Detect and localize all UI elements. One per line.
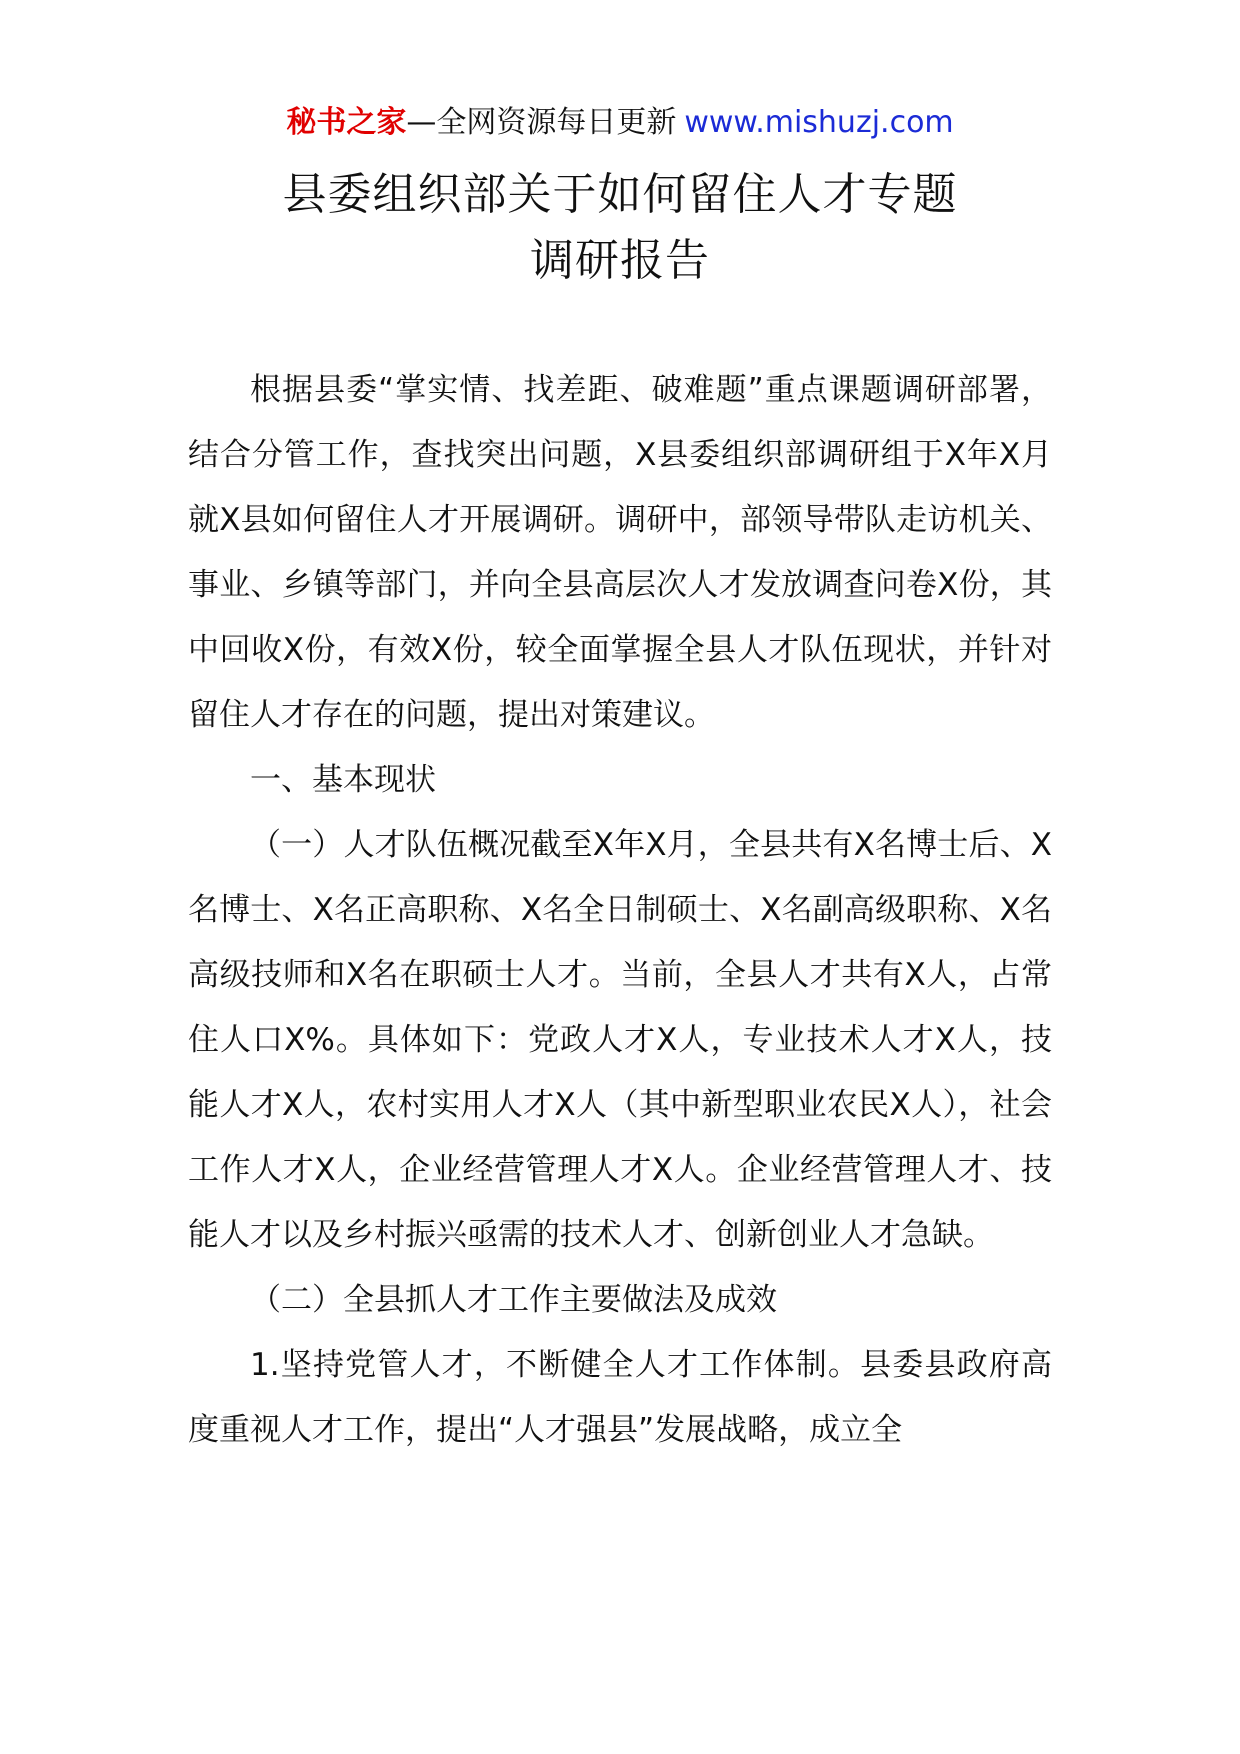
section-heading-1: 一、基本现状 <box>250 762 436 798</box>
paragraph-point-1: 1.坚持党管人才，不断健全人才工作体制。县委县政府高度重视人才工作，提出“人才强县”发展战略，成立全 <box>188 1347 1052 1448</box>
paragraph-talent-overview: （一）人才队伍概况截至X年X月，全县共有X名博士后、X名博士、X名正高职称、X名全日制硕士、X名副高级职称、X名高级技师和X名在职硕士人才。当前，全县人才共有X人，占常住人口X%。具体如下：党政人才X人，专业技术人才X人，技能人才X人，农村实用人才X人（其中新型职业农民X人），社会工作人才X人，企业经营管理人才X人。企业经营管理人才、技能人才以及乡村振兴亟需的技术人才、创新创业人才急缺。 <box>188 827 1052 1253</box>
subsection-heading-2: （二）全县抓人才工作主要做法及成效 <box>250 1282 777 1318</box>
site-banner <box>0 100 1240 146</box>
banner-brand: 秘书之家 <box>286 105 407 140</box>
title-line-2: 调研报告 <box>530 235 710 286</box>
banner-tagline: —全网资源每日更新 <box>406 105 677 140</box>
paragraph-intro: 根据县委“掌实情、找差距、破难题”重点课题调研部署，结合分管工作，查找突出问题，X县委组织部调研组于X年X月就X县如何留住人才开展调研。调研中，部领导带队走访机关、事业、乡镇等部门，并向全县高层次人才发放调查问卷X份，其中回收X份，有效X份，较全面掌握全县人才队伍现状，并针对留住人才存在的问题，提出对策建议。 <box>188 372 1052 733</box>
title-line-1: 县委组织部关于如何留住人才专题 <box>282 169 958 220</box>
document-title <box>0 162 1240 294</box>
document-body <box>188 358 1052 1463</box>
banner-url-link[interactable]: www.mishuzj.com <box>684 105 954 140</box>
